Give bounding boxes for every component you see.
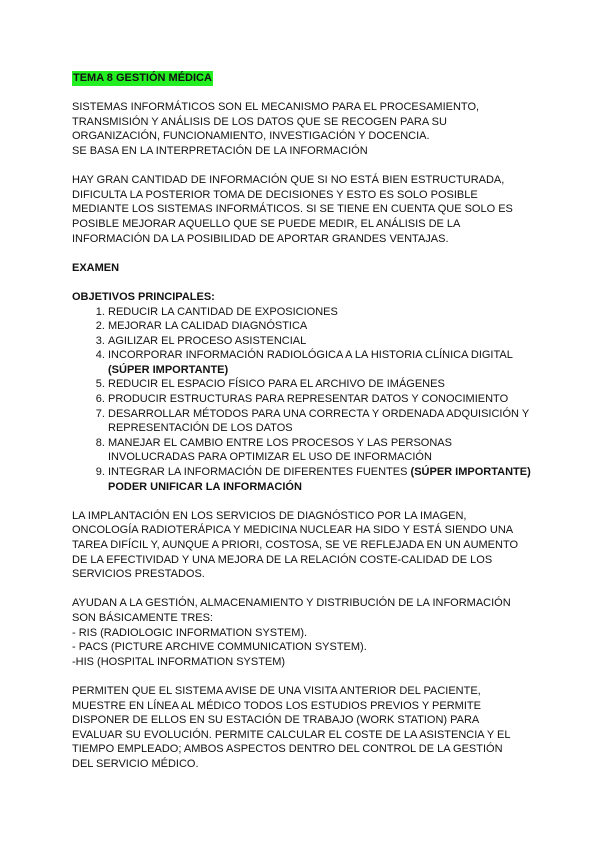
information-paragraph — [72, 173, 532, 246]
text-line: EVALUAR SU EVOLUCIÓN. PERMITE CALCULAR EL COSTE DE LA ASISTENCIA Y EL — [72, 728, 511, 741]
text-line: ORGANIZACIÓN, FUNCIONAMIENTO, INVESTIGACIÓN Y DOCENCIA. — [72, 130, 430, 143]
text-line: INFORMACIÓN DA LA POSIBILIDAD DE APORTAR GRANDES VENTAJAS. — [72, 232, 449, 245]
text-line: SON BÁSICAMENTE TRES: — [72, 611, 213, 624]
text-line: TIEMPO EMPLEADO; AMBOS ASPECTOS DENTRO DEL CONTROL DE LA GESTIÓN — [72, 743, 503, 756]
list-item: 4. INCORPORAR INFORMACIÓN RADIOLÓGICA A LA HISTORIA CLÍNICA DIGITAL (SÚPER IMPORTANTE) — [108, 348, 532, 377]
text-line: - PACS (PICTURE ARCHIVE COMMUNICATION SYSTEM). — [72, 641, 367, 654]
list-item: 8. MANEJAR EL CAMBIO ENTRE LOS PROCESOS Y LAS PERSONAS INVOLUCRADAS PARA OPTIMIZAR EL USO DE INFORMACIÓN — [108, 436, 532, 465]
text-line: SERVICIOS PRESTADOS. — [72, 568, 205, 581]
text-line: AYUDAN A LA GESTIÓN, ALMACENAMIENTO Y DISTRIBUCIÓN DE LA INFORMACIÓN — [72, 597, 511, 610]
document-body — [72, 71, 532, 772]
objectives-heading: OBJETIVOS PRINCIPALES: — [72, 290, 215, 303]
list-item: 6. PRODUCIR ESTRUCTURAS PARA REPRESENTAR DATOS Y CONOCIMIENTO — [108, 392, 532, 407]
text-line: -HIS (HOSPITAL INFORMATION SYSTEM) — [72, 655, 286, 668]
list-item: 2. MEJORAR LA CALIDAD DIAGNÓSTICA — [108, 319, 532, 334]
features-paragraph — [72, 684, 532, 772]
document-title: TEMA 8 GESTIÓN MÉDICA — [73, 72, 212, 84]
text-line: DISPONER DE ELLOS EN SU ESTACIÓN DE TRABAJO (WORK STATION) PARA — [72, 714, 480, 727]
text-line: MUESTRE EN LÍNEA AL MÉDICO TODOS LOS ESTUDIOS PREVIOS Y PERMITE — [72, 699, 481, 712]
list-item: 3. AGILIZAR EL PROCESO ASISTENCIAL — [108, 334, 532, 349]
text-line: TAREA DIFÍCIL Y, AUNQUE A PRIORI, COSTOSA, SE VE REFLEJADA EN UN AUMENTO — [72, 539, 519, 551]
text-line: LA IMPLANTACIÓN EN LOS SERVICIOS DE DIAGNÓSTICO POR LA IMAGEN, — [72, 509, 467, 522]
list-item: 7. DESARROLLAR MÉTODOS PARA UNA CORRECTA Y ORDENADA ADQUISICIÓN Y REPRESENTACIÓN DE LOS DATOS — [108, 407, 532, 436]
text-line: DEL SERVICIO MÉDICO. — [72, 757, 199, 770]
systems-paragraph — [72, 596, 532, 669]
text-line: MEDIANTE LOS SISTEMAS INFORMÁTICOS. SI SE TIENE EN CUENTA QUE SOLO ES — [72, 203, 513, 216]
text-line: DIFICULTA LA POSTERIOR TOMA DE DECISIONES Y ESTO ES SOLO POSIBLE — [72, 188, 478, 201]
text-line: HAY GRAN CANTIDAD DE INFORMACIÓN QUE SI NO ESTÁ BIEN ESTRUCTURADA, — [72, 174, 505, 187]
text-line: DE LA EFECTIVIDAD Y UNA MEJORA DE LA RELACIÓN COSTE-CALIDAD DE LOS — [72, 553, 493, 566]
text-line: SE BASA EN LA INTERPRETACIÓN DE LA INFORMACIÓN — [72, 144, 368, 157]
implementation-paragraph — [72, 509, 532, 582]
text-line: PERMITEN QUE EL SISTEMA AVISE DE UNA VISITA ANTERIOR DEL PACIENTE, — [72, 684, 481, 697]
text-line: ONCOLOGÍA RADIOTERÁPICA Y MEDICINA NUCLEAR HA SIDO Y ESTÁ SIENDO UNA — [72, 524, 514, 537]
text-line: TRANSMISIÓN Y ANÁLISIS DE LOS DATOS QUE SE RECOGEN PARA SU — [72, 115, 447, 128]
list-item: 5. REDUCIR EL ESPACIO FÍSICO PARA EL ARCHIVO DE IMÁGENES — [108, 377, 532, 392]
text-line: SISTEMAS INFORMÁTICOS SON EL MECANISMO PARA EL PROCESAMIENTO, — [72, 101, 480, 114]
text-line: POSIBLE MEJORAR AQUELLO QUE SE PUEDE MEDIR, EL ANÁLISIS DE LA — [72, 217, 461, 230]
objectives-list — [72, 305, 532, 495]
text-line: - RIS (RADIOLOGIC INFORMATION SYSTEM). — [72, 626, 308, 639]
exam-heading: EXAMEN — [72, 261, 120, 274]
intro-paragraph — [72, 100, 532, 158]
list-item: 1. REDUCIR LA CANTIDAD DE EXPOSICIONES — [108, 305, 532, 320]
list-item: 9. INTEGRAR LA INFORMACIÓN DE DIFERENTES FUENTES (SÚPER IMPORTANTE) PODER UNIFICAR LA INFORMACIÓN — [108, 465, 532, 494]
